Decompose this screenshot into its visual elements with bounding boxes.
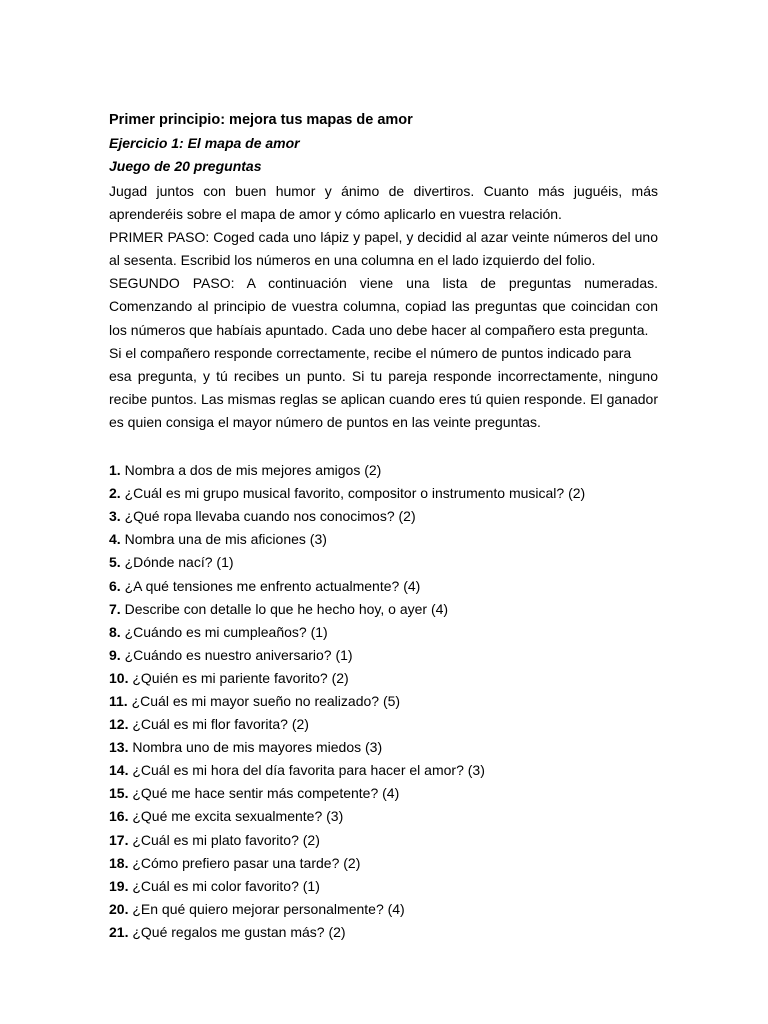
question-text: Nombra uno de mis mayores miedos (3) (132, 739, 383, 756)
question-text: ¿Qué me hace sentir más competente? (4) (132, 785, 400, 802)
exercise-title: Ejercicio 1: El mapa de amor (109, 135, 300, 151)
question-item (109, 921, 658, 944)
question-number: 17. (109, 831, 129, 848)
question-item (109, 459, 658, 482)
question-item (109, 644, 658, 667)
question-text: ¿Cuál es mi mayor sueño no realizado? (5) (131, 692, 401, 709)
question-number: 20. (109, 900, 129, 917)
instructions (109, 180, 658, 434)
question-item (109, 713, 658, 736)
question-item (109, 852, 658, 875)
question-number: 1. (109, 462, 121, 479)
question-number: 3. (109, 508, 121, 525)
question-text: ¿Qué ropa llevaba cuando nos conocimos? (2) (124, 508, 416, 525)
question-number: 12. (109, 716, 129, 733)
question-item (109, 575, 658, 598)
question-number: 21. (109, 923, 129, 940)
question-number: 15. (109, 785, 129, 802)
question-item (109, 528, 658, 551)
question-number: 19. (109, 877, 129, 894)
question-text: ¿Qué regalos me gustan más? (2) (132, 923, 346, 940)
question-item (109, 875, 658, 898)
scoring-paragraph: esa pregunta, y tú recibes un punto. Si tu pareja responde incorrectamente, ninguno recibe puntos. Las mismas reglas se aplican cuando eres tú quien responde. El ganador es quien consiga el mayor número de puntos en las veinte preguntas. (109, 367, 658, 430)
question-number: 8. (109, 623, 121, 640)
question-item (109, 505, 658, 528)
question-text: Nombra a dos de mis mejores amigos (2) (124, 462, 382, 479)
question-item (109, 805, 658, 828)
question-text: ¿Cuál es mi plato favorito? (2) (132, 831, 320, 848)
question-number: 5. (109, 554, 121, 571)
question-item (109, 759, 658, 782)
question-number: 6. (109, 577, 121, 594)
question-item (109, 898, 658, 921)
question-number: 11. (109, 692, 128, 709)
question-text: Describe con detalle lo que he hecho hoy, o ayer (4) (124, 600, 449, 617)
scoring-line: Si el compañero responde correctamente, recibe el número de puntos indicado para (109, 344, 632, 361)
question-number: 16. (109, 808, 129, 825)
question-text: ¿Cómo prefiero pasar una tarde? (2) (132, 854, 361, 871)
question-number: 9. (109, 646, 121, 663)
question-item (109, 829, 658, 852)
question-item (109, 482, 658, 505)
question-number: 18. (109, 854, 129, 871)
question-text: Nombra una de mis aficiones (3) (124, 531, 327, 548)
question-text: ¿Quién es mi pariente favorito? (2) (132, 669, 349, 686)
question-number: 14. (109, 762, 129, 779)
question-text: ¿Cuál es mi hora del día favorita para hacer el amor? (3) (132, 762, 485, 779)
question-list (109, 459, 658, 944)
question-item (109, 736, 658, 759)
question-number: 13. (109, 739, 129, 756)
intro-paragraph: Jugad juntos con buen humor y ánimo de divertiros. Cuanto más juguéis, más aprenderéis sobre el mapa de amor y cómo aplicarlo en vuestra relación. (109, 183, 658, 223)
question-number: 4. (109, 531, 121, 548)
question-number: 10. (109, 669, 129, 686)
question-text: ¿Qué me excita sexualmente? (3) (132, 808, 344, 825)
question-text: ¿Cuándo es nuestro aniversario? (1) (124, 646, 353, 663)
game-title: Juego de 20 preguntas (109, 158, 262, 174)
question-number: 2. (109, 485, 121, 502)
question-item (109, 621, 658, 644)
question-number: 7. (109, 600, 121, 617)
question-text: ¿Cuál es mi color favorito? (1) (132, 877, 320, 894)
question-text: ¿Cuál es mi flor favorita? (2) (132, 716, 309, 733)
step-two-paragraph: SEGUNDO PASO: A continuación viene una lista de preguntas numeradas. Comenzando al principio de vuestra columna, copiad las preguntas que coincidan con los números que habíais apuntado. Cada uno debe hacer al compañero esta pregunta. (109, 275, 658, 338)
question-text: ¿Dónde nací? (1) (124, 554, 234, 571)
question-text: ¿Cuál es mi grupo musical favorito, compositor o instrumento musical? (2) (124, 485, 586, 502)
question-item (109, 782, 658, 805)
question-item (109, 598, 658, 621)
question-item (109, 551, 658, 574)
step-one-paragraph: PRIMER PASO: Coged cada uno lápiz y papel, y decidid al azar veinte números del uno al sesenta. Escribid los números en una columna en el lado izquierdo del folio. (109, 229, 658, 269)
document-page (109, 111, 658, 944)
question-item (109, 690, 658, 713)
question-item (109, 667, 658, 690)
document-title: Primer principio: mejora tus mapas de amor (109, 112, 413, 128)
question-text: ¿A qué tensiones me enfrento actualmente? (4) (124, 577, 421, 594)
question-text: ¿En qué quiero mejorar personalmente? (4) (132, 900, 405, 917)
question-text: ¿Cuándo es mi cumpleaños? (1) (124, 623, 328, 640)
